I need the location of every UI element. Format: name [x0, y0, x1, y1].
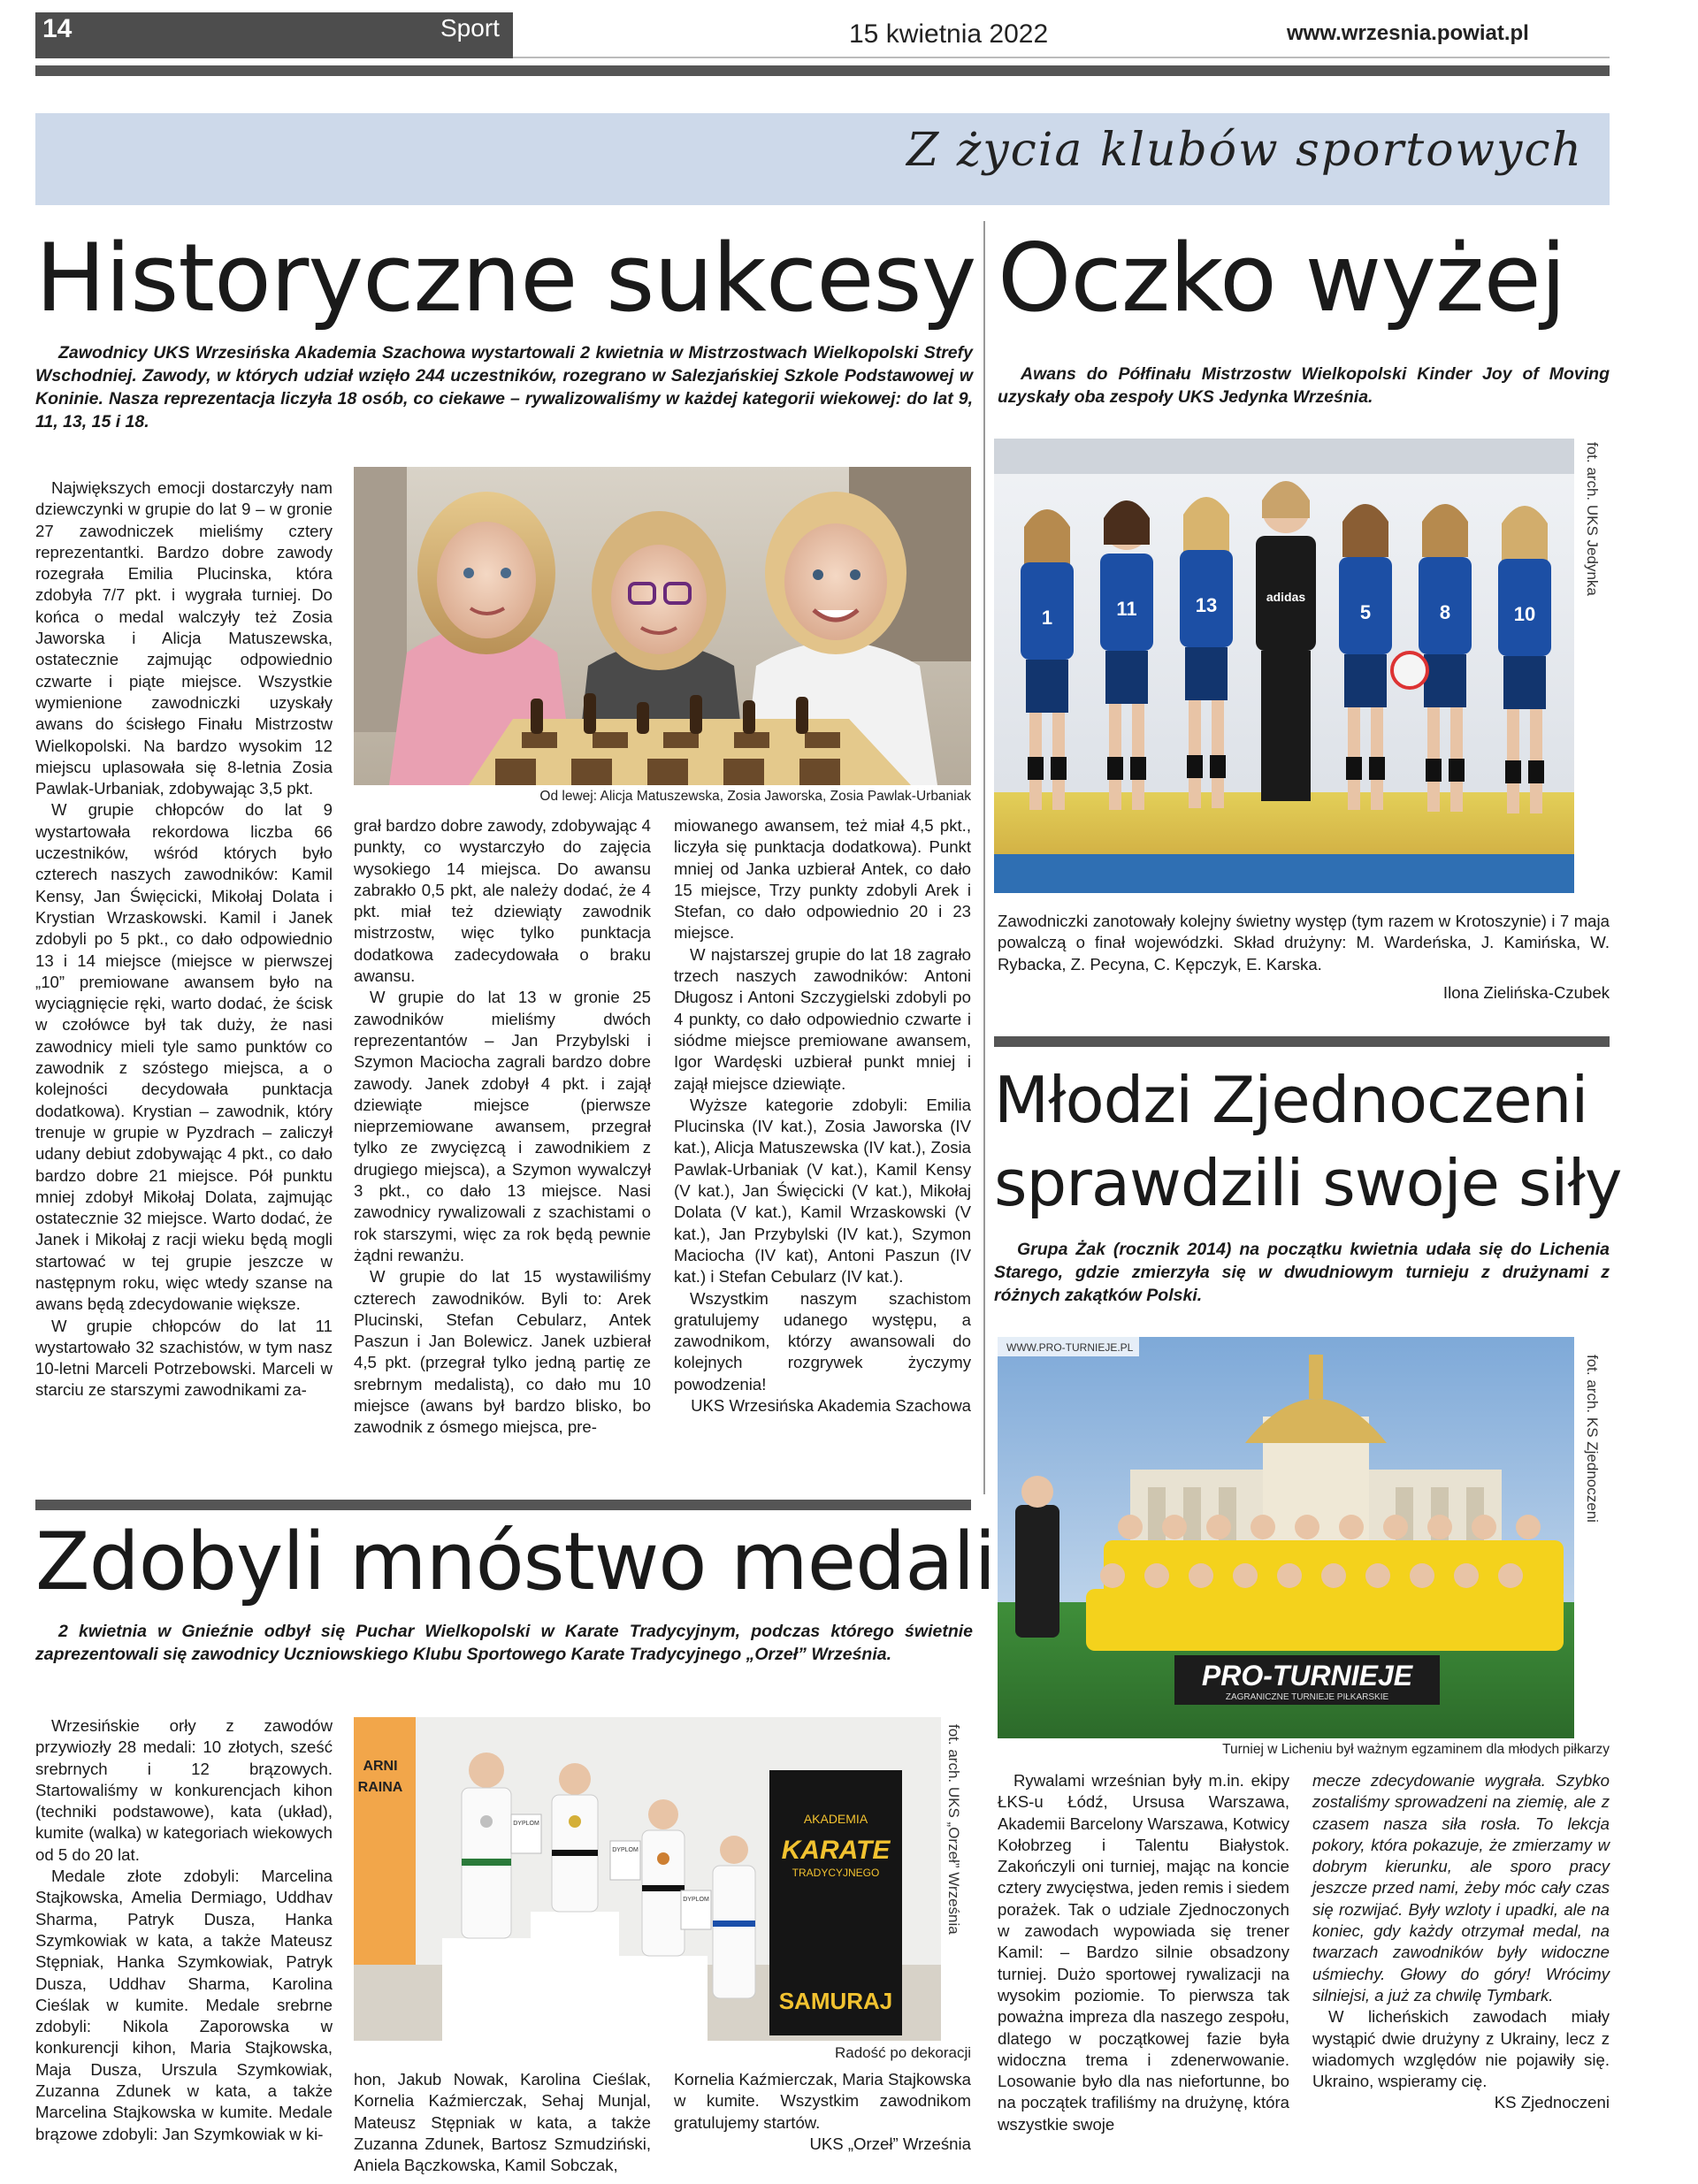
photo-wall-text: RAINA: [357, 1780, 403, 1795]
football-signature: KS Zjednoczeni: [1494, 2093, 1610, 2112]
football-photo-caption: Turniej w Licheniu był ważnym egzaminem dla młodych piłkarzy: [1222, 1742, 1610, 1757]
diploma-label: DYPLOM: [683, 1897, 709, 1903]
paragraph: Największych emocji dostarczyły nam dziewczynki w grupie do lat 9 – w gronie 27 zawodniczek mieliśmy cztery reprezentantki. Bardzo dobre zawody rozegrała Emilia Plucinska, która zdobyła 7/7 pkt. i wygrała turniej. Do końca o medal walczyły też Zosia Jaworska i Alicja Matuszewska, ostatecznie zajmując odpowiednio czwarte i piąte miejsce. Wszystkie wymienione zawodniczki uzyskały awans do ścisłego Finału Mistrzostw Wielkopolski. Na bardzo wysokim 12 miejscu uplasowała się 8-letnia Zosia Pawlak-Urbaniak, zdobywając 3,5 pkt.: [35, 478, 333, 798]
article-title-karate: Zdobyli mnóstwo medali: [35, 1516, 996, 1608]
article-body-football-col1: [998, 1770, 1289, 2135]
paragraph: W grupie chłopców do lat 11 wystartowało 32 szachistów, w tym nasz 10-letni Marceli Potrzebowski. Marceli w starciu ze starszymi zawodnikami za-: [35, 1316, 333, 1400]
paragraph: grał bardzo dobre zawody, zdobywając 4 punkty, co wystarczyło do zajęcia wysokiego 14 miejsca. Do awansu zabrakło 0,5 pkt, ale należy dodać, że 4 pkt. miał też dziewiąty zawodnik mistrzostw, więc tylko punktacja dodatkowa zadecydowała o braku awansu.: [354, 816, 651, 986]
paragraph: W grupie do lat 15 wystawiliśmy czterech zawodników. Byli to: Arek Plucinski, Stefan Cebularz, Antek Paszun i Jan Bolewicz. Janek uzbierał 4,5 pkt. (przegrał tylko jedną partię ze srebrnym medalistą), co dało mu 10 miejsce (awans był bardzo blisko, bo zawodnik z ósmego miejsca, pre-: [354, 1267, 651, 1437]
article-lead-karate: 2 kwietnia w Gnieźnie odbył się Puchar Wielkopolski w Karate Tradycyjnym, podczas którego świetnie zaprezentowali się zawodnicy Uczniowskiego Klubu Sportowego Karate Tradycyjnego „Orzeł” Września.: [35, 1622, 973, 1664]
diploma-label: DYPLOM: [612, 1847, 639, 1853]
article-lead-chess: Zawodnicy UKS Wrzesińska Akademia Szachowa wystartowali 2 kwietnia w Mistrzostwach Wielkopolski Strefy Wschodniej. Zawody, w których udział wzięło 244 uczestników, rozegrano w Salezjańskiej Szkole Podstawowej w Koninie. Nasza reprezentacja liczyła 18 osób, co ciekawe – rywalizowaliśmy w każdej kategorii wiekowej: do lat 9, 11, 13, 15 i 18.: [35, 343, 973, 431]
issue-date: 15 kwietnia 2022: [849, 19, 1049, 49]
article-body-chess-col1: [35, 477, 333, 1401]
header-bar: [35, 65, 1610, 76]
jersey-number: 5: [1359, 601, 1372, 623]
article-title-chess: Historyczne sukcesy: [35, 224, 976, 332]
column-divider: [983, 221, 985, 1494]
article-body-chess-col2: [354, 815, 651, 1439]
jersey-number: 11: [1116, 598, 1137, 620]
jersey-number: 8: [1439, 601, 1451, 623]
chess-signature: UKS Wrzesińska Akademia Szachowa: [691, 1396, 971, 1416]
chess-photo: [354, 467, 971, 785]
article-lead-football: Grupa Żak (rocznik 2014) na początku kwietnia udała się do Lichenia Starego, gdzie zmierzyła się w dwudniowym turnieju z drużynami z różnych zakątków Polski.: [994, 1240, 1610, 1305]
paragraph: Wyższe kategorie zdobyli: Emilia Plucinska (IV kat.), Zosia Jaworska (IV kat.), Alicja Matuszewska (IV kat.), Zosia Pawlak-Urbaniak (V kat.), Kamil Kensy (V kat.), Jan Święcicki (V kat.), Mikołaj Dolata (V kat.), Kamil Wrzaskowski (V kat.), Jan Przybylski (IV kat.), Szymon Maciocha (IV kat), Antoni Paszun (IV kat.) i Stefan Cebularz (IV kat.).: [674, 1095, 971, 1287]
photo-banner-text: AKADEMIA: [803, 1812, 868, 1826]
section-rule: [994, 1036, 1610, 1047]
article-body-karate-col3: [674, 2069, 971, 2155]
jersey-number: 10: [1513, 603, 1536, 625]
photo-banner-text: PRO-TURNIEJE: [1201, 1660, 1413, 1691]
paragraph: Kornelia Kaźmierczak, Maria Stajkowska w kumite. Wszystkim zawodnikom gratulujemy startów.: [674, 2070, 971, 2132]
football-photo-credit: fot. arch. KS Zjednoczeni: [1584, 1355, 1601, 1523]
article-title-football-line1: Młodzi Zjednoczeni: [994, 1063, 1588, 1137]
photo-banner-text: SAMURAJ: [778, 1988, 893, 2014]
volleyball-caption: Zawodniczki zanotowały kolejny świetny występ (tym razem w Krotoszynie) i 7 maja powalczą o finał wojewódzki. Skład drużyny: M. Wardeńska, J. Kamińska, W. Rybacka, Z. Pecyna, C. Kępczyk, E. Karska.: [998, 912, 1610, 974]
article-body-karate-col1: [35, 1715, 333, 2145]
paragraph: W grupie chłopców do lat 9 wystartowała rekordowa liczba 66 uczestników, wśród których było czterech naszych zawodników: Kamil Kensy, Jan Święcicki, Mikołaj Dolata i Krystian Wrzaskowski. Kamil i Janek zdobyli po 5 pkt., co dało odpowiednio 13 i 14 miejsce (miejsce w pierwszej „10” premiowane awansem było na wyciągnięcie ręki, warto dodać, że ścisk w czołówce był tak duży, że nasi zawodnicy mieli tyle samo punktów co zawodnik z szóstego miejsca, a o kolejności decydowała punktacja dodatkowa). Krystian – zawodnik, który trenuje w grupie w Pyzdrach – zaliczył udany debiut zdobywając 4 pkt., co dało bardzo dobre 21 miejsce. Pół punktu mniej zdobył Mikołaj Dolata, zajmując ostatecznie 32 miejsce. Warto dodać, że Janek i Mikołaj z racji wieku będą mogli startować w tej grupie jeszcze w następnym roku, więc wtedy szanse na awans będą zdecydowanie większe.: [35, 800, 333, 1314]
section-banner-title: Z życia klubów sportowych: [906, 124, 1583, 177]
page-number: 14: [42, 14, 73, 43]
volleyball-photo: [994, 439, 1574, 893]
photo-banner-subtext: ZAGRANICZNE TURNIEJE PIŁKARSKIE: [1225, 1692, 1389, 1702]
paragraph: Rywalami wrześnian były m.in. ekipy ŁKS-u Łódź, Ursusa Warszawa, Akademii Barcelony Warszawa, Kotwicy Kołobrzeg i Talentu Białystok. Zakończyli oni turniej, mając na koncie cztery zwycięstwa, jeden remis i siedem porażek. Tak o udziale Zjednoczonych w zawodach wypowiada się trener Kamil: – Bardzo silnie obsadzony turniej. Dużo sportowej rywalizacji na wysokim poziomie. To pierwsza tak poważna impreza dla naszego zespołu, dlatego w początkowej fazie była widoczna trema i zdenerwowanie. Losowanie było dla nas niefortunne, bo na początek trafiliśmy na drużynę, która wszystkie swoje: [998, 1771, 1289, 2134]
paragraph: mecze zdecydowanie wygrała. Szybko zostaliśmy sprowadzeni na ziemię, ale z czasem nasza siła rosła. To lekcja pokory, która pokazuje, że zmierzamy w dobrym kierunku, ale sporo pracy jeszcze przed nami, żeby móc cały czas się rozwijać. Były wzloty i upadki, ale na koniec, gdy każdy otrzymał medal, na twarzach zawodników były widoczne uśmiechy. Głowy do góry! Wrócimy silniejsi, a już za chwilę Tymbark.: [1312, 1771, 1610, 2005]
paragraph: Medale złote zdobyli: Marcelina Stajkowska, Amelia Dermiago, Uddhav Sharma, Patryk Dusza, Hanka Szymkowiak w kata, a także Mateusz Stępniak, Hanka Szymkowiak, Patryk Dusza, Uddhav Sharma, Karolina Cieślak w kumite. Medale srebrne zdobyli: Nikola Zaporowska w konkurencji kihon, Maria Stajkowska, Maja Dusza, Urszula Szymkowiak, Zuzanna Zdunek w kata, a także Marcelina Stajkowska w kumite. Medale brązowe zdobyli: Jan Szymkowiak w ki-: [35, 1867, 333, 2143]
football-photo: [998, 1337, 1574, 1738]
karate-photo-caption: Radość po dekoracji: [834, 2044, 971, 2061]
paragraph: W grupie do lat 13 w gronie 25 zawodników mieliśmy dwóch reprezentantów – Jan Przybylski i Szymon Maciocha zagrali bardzo dobre zawody. Janek zdobył 4 pkt. i zajął dziewiąte miejsce (pierwsze nieprzemiowane awansem, przegrał tylko ze zwycięzcą i zawodnikiem z drugiego miejsca), a Szymon wywalczył 3 pkt., co dało 13 miejsce. Nasi zawodnicy rywalizowali z szachistami o rok starszymi, więc za rok będą pewnie żądni rewanżu.: [354, 988, 651, 1264]
volleyball-signature: Ilona Zielińska-Czubek: [1442, 983, 1610, 1002]
volleyball-photo-credit: fot. arch. UKS Jedynka: [1584, 442, 1601, 596]
karate-photo-credit: fot. arch. UKS „Orzeł” Września: [945, 1724, 962, 1935]
paragraph: Wrzesińskie orły z zawodów przywiozły 28 medali: 10 złotych, sześć srebrnych i 12 brązowych. Startowaliśmy w konkurencjach kihon (techniki podstawowe), kata (układ), kumite (walka) w kategoriach wiekowych od 5 do 20 lat.: [35, 1716, 333, 1864]
article-body-karate-col2: [354, 2069, 651, 2176]
paragraph: Wszystkim naszym szachistom gratulujemy udanego występu, a zawodnikom, którzy awansowali do kolejnych rozgrywek życzymy powodzenia!: [674, 1288, 971, 1394]
section-rule: [35, 1500, 971, 1510]
shirt-brand: adidas: [1266, 590, 1306, 604]
paragraph: miowanego awansem, też miał 4,5 pkt., liczyła się punktacja dodatkowa). Punkt mniej od Janka uzbierał Antek, co dało 15 miejsce, Trzy punkty zdobyli Arek i Stefan, co dało odpowiednio 20 i 23 miejsce.: [674, 816, 971, 943]
article-title-football-line2: sprawdzili swoje siły: [994, 1146, 1622, 1220]
jersey-number: 13: [1195, 594, 1218, 616]
section-name: Sport: [440, 14, 500, 42]
article-lead-volleyball: Awans do Półfinału Mistrzostw Wielkopolski Kinder Joy of Moving uzyskały oba zespoły UKS Jedynka Września.: [998, 364, 1610, 407]
paragraph: W najstarszej grupie do lat 18 zagrało trzech naszych zawodników: Antoni Długosz i Antoni Szczygielski zdobyli po 4 punkty, co dało odpowiednio czwarte i siódme miejsce premiowane awansem, Igor Wardęski uzbierał punkt mniej i zajął miejsce dziewiąte.: [674, 944, 971, 1093]
photo-banner-text: KARATE: [781, 1836, 891, 1865]
article-body-chess-col3: [674, 815, 971, 1417]
photo-watermark: WWW.PRO-TURNIEJE.PL: [1006, 1341, 1134, 1354]
photo-wall-text: ARNI: [363, 1759, 398, 1774]
chess-photo-caption: Od lewej: Alicja Matuszewska, Zosia Jaworska, Zosia Pawlak-Urbaniak: [539, 789, 971, 804]
karate-signature: UKS „Orzeł” Września: [809, 2134, 971, 2153]
article-title-volleyball: Oczko wyżej: [998, 224, 1566, 332]
photo-banner-text: TRADYCYJNEGO: [792, 1867, 880, 1879]
karate-photo: [354, 1717, 941, 2041]
article-body-football-col2: [1312, 1770, 1610, 2114]
paragraph: W licheńskich zawodach miały wystąpić dwie drużyny z Ukrainy, lecz z wiadomych względów nie pojawiły się. Ukraino, wspieramy cię.: [1312, 2007, 1610, 2091]
header-rule: [513, 57, 1610, 58]
site-url[interactable]: www.wrzesnia.powiat.pl: [1287, 21, 1529, 45]
diploma-label: DYPLOM: [513, 1821, 539, 1827]
paragraph: hon, Jakub Nowak, Karolina Cieślak, Kornelia Kaźmierczak, Sehaj Munjal, Mateusz Stępniak w kata, a także Zuzanna Zdunek, Bartosz Szmudziński, Aniela Bączkowska, Kamil Sobczak,: [354, 2070, 651, 2175]
jersey-number: 1: [1041, 607, 1053, 629]
